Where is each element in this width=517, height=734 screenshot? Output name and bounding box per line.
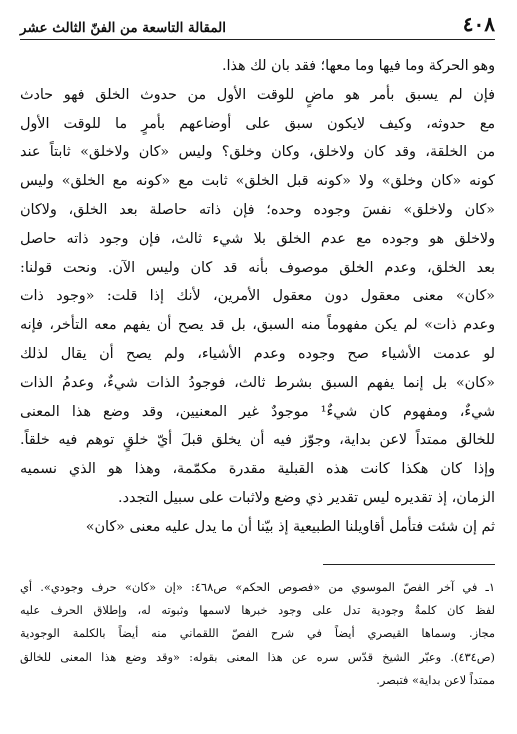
body-line: شيءٌ، ومفهوم كان شيءٌ¹ موجودٌ غير المعنيين، وقد وضع هذا المعنى: [20, 403, 495, 420]
header-rule: [20, 39, 495, 40]
page-header: [20, 10, 495, 36]
body-line: فإن لم يسبق بأمر هو ماضٍ للوقت الأول من حدوث الخلق فهو حادث: [20, 86, 495, 103]
page-number: ٤٠٨: [462, 12, 495, 36]
body-text: [20, 52, 495, 542]
body-line: ثم إن شئت فتأمل أقاويلنا الطبيعية إذ بيّنا أن ما يدل عليه معنى «كان»: [85, 518, 495, 535]
body-line: وعدم ذات» لم يكن مفهوماً منه السبق، بل قد يصح أن يفهم معه التأخر، فإنه: [20, 317, 495, 334]
footnote-line: (ص٤٣٤). وعبّر الشيخ قدّس سره عن هذا المعنى بقوله: «وقد وضع هذا المعنى للخالق: [20, 649, 495, 664]
footnote-line: ١ـ في آخر الفصّ الموسوي من «فصوص الحكم» ص٤٦٨: «إن «كان» حرف وجودي». أي: [20, 580, 495, 594]
footnotes: [20, 576, 495, 692]
body-line: بعد الخلق، وعدم الخلق موصوف بأنه قد كان وليس الآن. ونحت قولنا:: [20, 259, 495, 276]
footnote-line: مجاز. وسماها القيصري أيضاً في شرح الفصّ اللقماني منه أيضاً بالكلمة الوجودية: [20, 626, 495, 641]
body-line: وهو الحركة وما فيها وما معها؛ فقد بان لك هذا.: [222, 58, 495, 74]
footnote-line: لفظ كان كلمةٌ وجودية تدل على وجود خبرها لاسمها وثبوته له، وإطلاق الحرف عليه: [20, 603, 495, 618]
running-title: المقالة التاسعة من الفنّ الثالث عشر: [20, 20, 227, 36]
body-line: مع حدوثه، وكيف لايكون سبق على أوضاعهم بأمرٍ ما للوقت الأول: [20, 115, 495, 132]
body-line: كونه «كان وخلق» ولا «كونه قبل الخلق» ثابت مع «كونه مع الخلق» وليس: [20, 173, 495, 190]
body-line: من الخلقة، وقد كان ولاخلق، وكان وخلق؟ وليس «كان ولاخلق» ثابتاً عند: [20, 144, 495, 161]
body-line: ولاخلق هو وجوده مع عدم الخلق بلا شيء ثالث، فإن وجود ذاته حاصل: [20, 230, 495, 247]
body-line: لو عدمت الأشياء صح وجوده وعدم الأشياء، ولم يصح أن يقال لذلك: [20, 345, 495, 362]
footnote-line: ممتداً لاعن بداية» فتبصر.: [376, 672, 495, 687]
footnote-rule: [323, 564, 495, 565]
body-line: الزمان، إذ تقديره ليس تقدير ذي وضع ولاثبات على سبيل التجدد.: [118, 489, 495, 506]
body-line: وإذا كان هكذا كانت هذه القبلية مقدرة مكمّمة، وهذا هو الذي نسميه: [20, 461, 495, 478]
body-line: «كان» معنى معقول دون معقول الأمرين، لأنك إذا قلت: «وجود ذات: [20, 288, 495, 305]
body-line: «كان ولاخلق» نفسَ وجوده وحده؛ فإن ذاته حاصلة بعد الخلق، ولاكان: [20, 201, 495, 218]
body-line: «كان» بل إنما يفهم السبق بشرط ثالث، فوجودُ الذات شيءٌ، وعدمُ الذات: [20, 374, 495, 391]
body-line: للخالق ممتداً لاعن بداية، وجوّز فيه أن يخلق قبلَ أيّ خلقٍ توهم فيه خلقاً.: [20, 432, 495, 449]
